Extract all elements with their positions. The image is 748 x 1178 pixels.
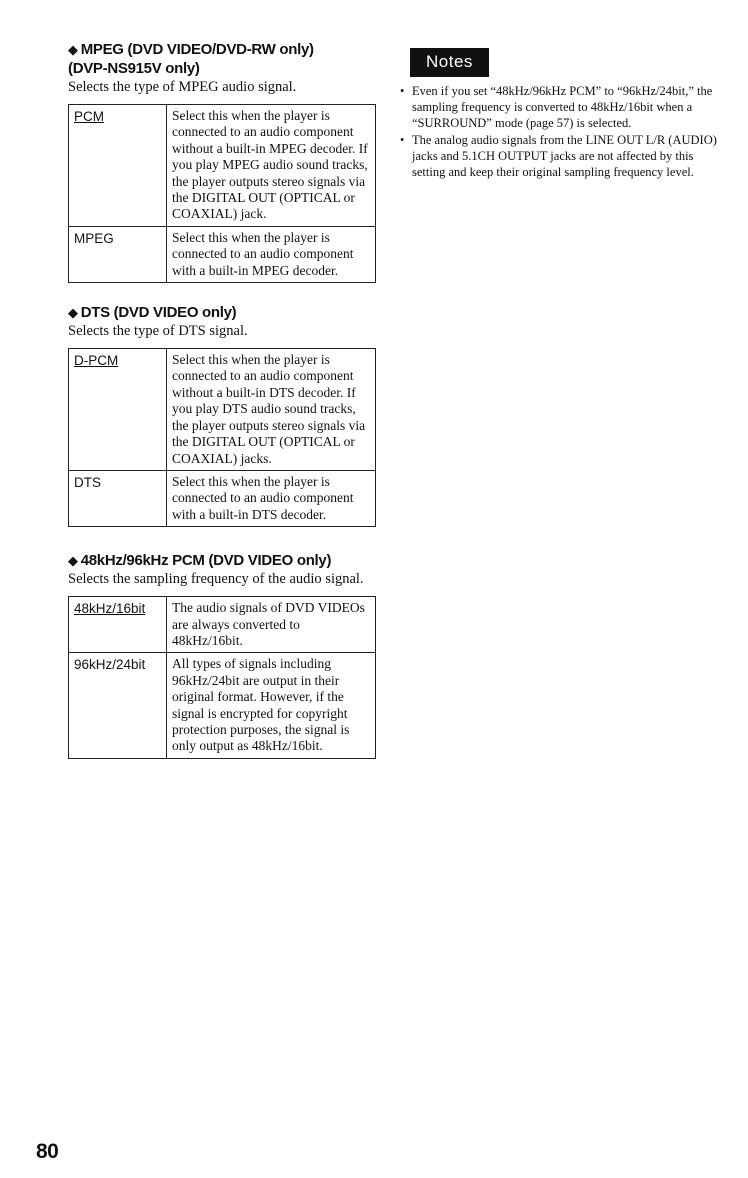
table-row [69,653,376,758]
section-heading: ◆ 48kHz/96kHz PCM (DVD VIDEO only) [68,552,332,570]
section-heading: ◆ DTS (DVD VIDEO only) [68,304,237,322]
option-name: PCM [69,105,167,227]
section-mpeg [68,40,380,283]
option-name: 96kHz/24bit [69,653,167,758]
table-row [69,349,376,471]
section-heading: ◆ MPEG (DVD VIDEO/DVD-RW only) (DVP-NS915V only) [68,41,314,77]
section-dts [68,303,380,527]
right-column [398,48,728,181]
note-text: The analog audio signals from the LINE OUT L/R (AUDIO) jacks and 5.1CH OUTPUT jacks are not affected by this setting and keep their original sampling frequency level. [412,133,717,179]
section-intro: Selects the type of DTS signal. [68,323,248,340]
table-row [69,226,376,282]
options-table [68,104,376,283]
option-name: 48kHz/16bit [69,597,167,653]
notes-label: Notes [410,48,489,77]
option-name: MPEG [69,226,167,282]
section-intro: Selects the type of MPEG audio signal. [68,79,297,95]
left-column [68,40,380,759]
table-row [69,105,376,227]
options-table [68,348,376,527]
option-description: All types of signals including 96kHz/24bit are output in their original format. However, if the signal is encrypted for copyright protection purposes, the signal is only output as 48kHz/16bit. [167,653,376,758]
table-row [69,470,376,526]
diamond-bullet-icon: ◆ [68,305,78,321]
option-description: Select this when the player is connected to an audio component with a built-in DTS decoder. [167,470,376,526]
option-description: The audio signals of DVD VIDEOs are always converted to 48kHz/16bit. [167,597,376,653]
option-description: Select this when the player is connected to an audio component with a built-in MPEG decoder. [167,226,376,282]
option-description: Select this when the player is connected to an audio component without a built-in DTS decoder. If you play DTS audio sound tracks, the player outputs stereo signals via the DIGITAL OUT (OPTICAL or COAXIAL) jacks. [167,349,376,471]
options-table [68,596,376,759]
section-pcm-sampling [68,551,380,759]
list-item [398,83,728,131]
diamond-bullet-icon: ◆ [68,42,78,57]
diamond-bullet-icon: ◆ [68,553,78,569]
table-row [69,597,376,653]
page-number: 80 [36,1140,59,1163]
list-item [398,132,728,180]
notes-list [398,83,728,180]
note-text: Even if you set “48kHz/96kHz PCM” to “96kHz/24bit,” the sampling frequency is converted to 48kHz/16bit when a “SURROUND” mode (page 57) is selected. [412,84,713,130]
bullet-icon: • [400,133,405,147]
option-name: D-PCM [69,349,167,471]
bullet-icon: • [400,84,405,98]
option-name: DTS [69,470,167,526]
option-description: Select this when the player is connected to an audio component without a built-in MPEG decoder. If you play MPEG audio sound tracks, the player outputs stereo signals via the DIGITAL OUT (OPTICAL or COAXIAL) jack. [167,105,376,227]
section-intro: Selects the sampling frequency of the audio signal. [68,571,364,588]
